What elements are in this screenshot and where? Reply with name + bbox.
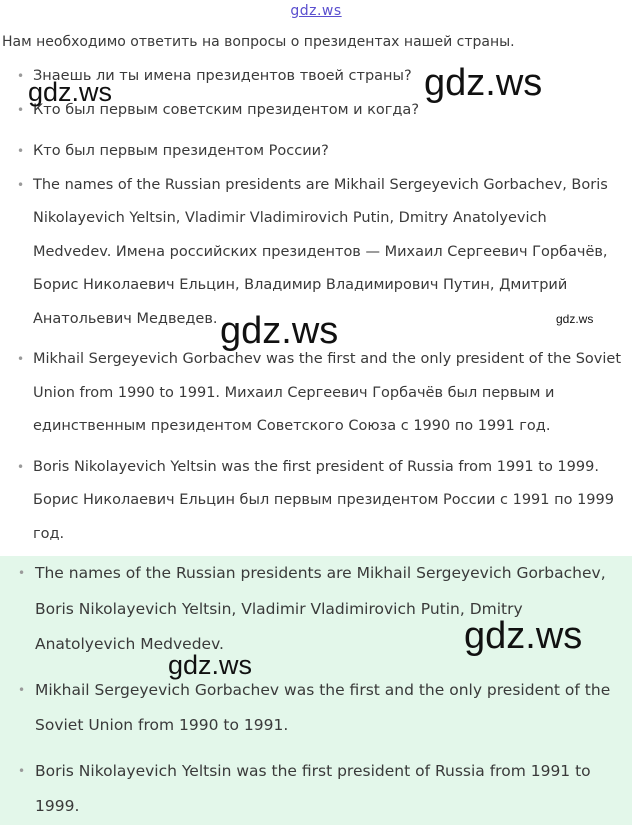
bullet-icon: • [18, 763, 26, 778]
watermark: gdz.ws [28, 77, 113, 107]
list-item-text: Кто был первым советским президентом и когда? [33, 101, 420, 118]
bullet-icon: • [18, 682, 26, 697]
list-item [0, 451, 632, 552]
watermark: gdz.ws [424, 62, 543, 104]
bullet-icon: • [17, 459, 25, 474]
list-item-text: Mikhail Sergeyevich Gorbachev was the first and the only president of the Soviet Union from 1990 to 1991. Михаил Сергеевич Горбачёв был первым и единственным президентом Советского Союза с 1990 по 1991 год. [33, 351, 622, 434]
bullet-icon: • [17, 102, 25, 117]
site-link[interactable]: gdz.ws [290, 3, 342, 19]
list-item [0, 343, 632, 444]
list-item [0, 754, 632, 825]
list-item [0, 135, 632, 169]
bullet-icon: • [17, 144, 25, 158]
bullet-icon: • [17, 177, 25, 192]
list-item-text: Знаешь ли ты имена президентов твоей страны? [33, 68, 412, 84]
answer-list [0, 556, 632, 825]
watermark: gdz.ws [556, 312, 594, 326]
list-item-text: The names of the Russian presidents are Mikhail Sergeyevich Gorbachev, Boris Nikolayevich Yeltsin, Vladimir Vladimirovich Putin, Dmitry Anatolyevich Medvedev. Имена российских президентов — Михаил Сергеевич Горбачёв, Борис Николаевич Ельцин, Владимир Владимирович Путин, Дмитрий Анатольевич Медведев. [33, 176, 608, 327]
bullet-icon: • [17, 352, 25, 366]
watermark: gdz.ws [220, 310, 339, 352]
bullet-icon: • [18, 566, 26, 580]
list-item-text: Кто был первым президентом России? [33, 143, 329, 159]
intro-text: Нам необходимо ответить на вопросы о президентах нашей страны. [2, 34, 515, 50]
list-item-text: Mikhail Sergeyevich Gorbachev was the first and the only president of the Soviet Union from 1990 to 1991. [35, 680, 611, 734]
list-item-text: The names of the Russian presidents are Mikhail Sergeyevich Gorbachev, Boris Nikolayevich Yeltsin, Vladimir Vladimirovich Putin, Dmitry Anatolyevich Medvedev. [35, 564, 606, 653]
question-list [0, 60, 632, 551]
list-item-text: Boris Nikolayevich Yeltsin was the first president of Russia from 1991 to 1999. [35, 761, 591, 815]
list-item [0, 673, 632, 744]
list-item-text: Boris Nikolayevich Yeltsin was the first president of Russia from 1991 to 1999. Борис Николаевич Ельцин был первым президентом России с 1991 по 1999 год. [33, 458, 614, 542]
watermark: gdz.ws [168, 650, 253, 680]
watermark: gdz.ws [464, 615, 583, 657]
bullet-icon: • [17, 69, 25, 83]
